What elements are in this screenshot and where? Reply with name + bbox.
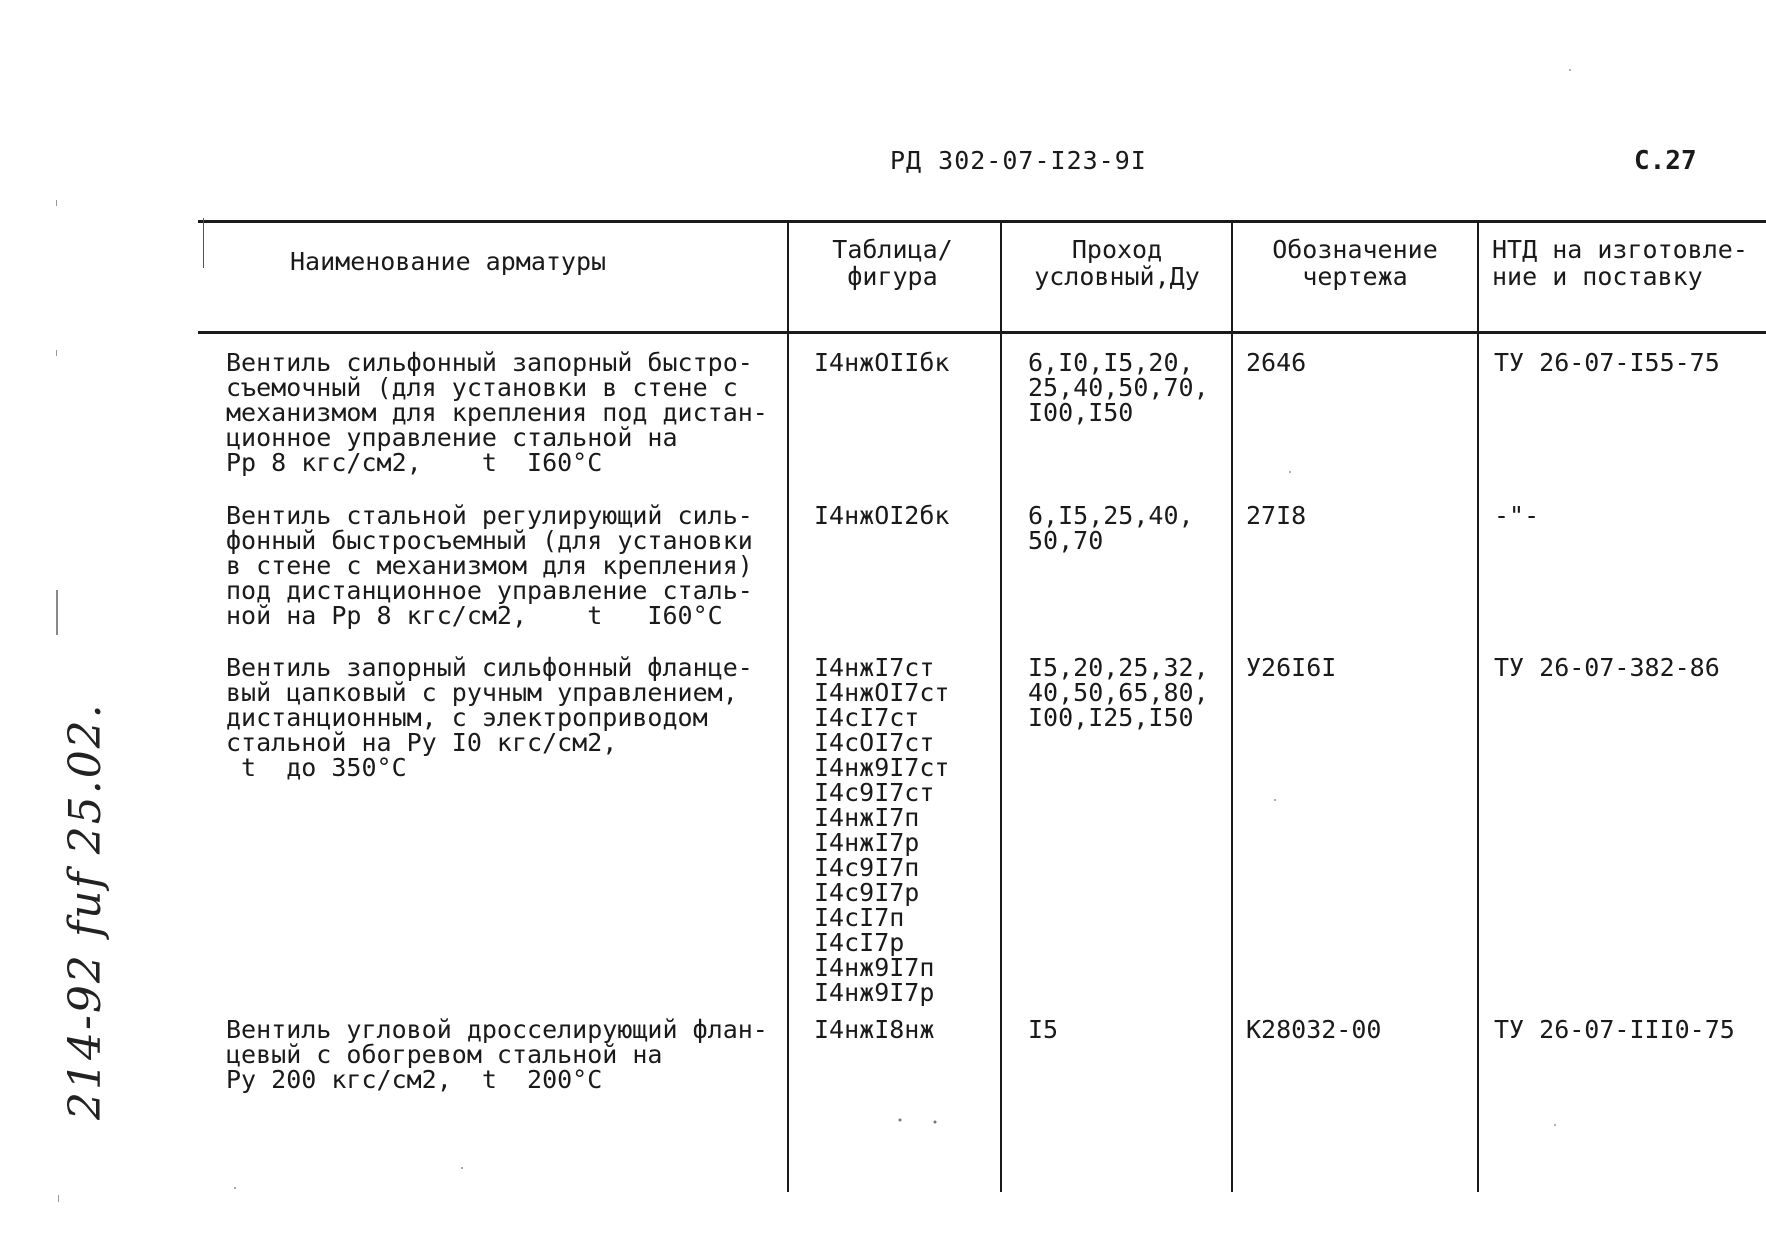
page-number: С.27 <box>1634 146 1697 176</box>
row2-drawing: 27I8 <box>1246 501 1307 530</box>
row3-name: Вентиль запорный сильфонный фланце- вый цапковый с ручным управлением, дистанционным, с электроприводом стальной на Ру I0 кгс/см2, t до 350°C <box>226 653 753 782</box>
header-ntd: НТД на изготовле- ние и поставку <box>1492 235 1748 291</box>
row4-ntd: ТУ 26-07-III0-75 <box>1494 1015 1735 1044</box>
row1-name: Вентиль сильфонный запорный быстро- съемочный (для установки в стене с механизмом для крепления под дистан- ционное управление стальной на Рр 8 кгс/см2, t I60°C <box>226 348 768 477</box>
row1-passage: 6,I0,I5,20, 25,40,50,70, I00,I50 <box>1028 348 1209 427</box>
row1-ntd: ТУ 26-07-I55-75 <box>1494 348 1720 377</box>
header-passage: Проход условный,Ду <box>1034 235 1200 291</box>
row4-name: Вентиль угловой дросселирующий флан- цевый с обогревом стальной на Ру 200 кгс/см2, t 200°C <box>226 1015 768 1094</box>
row1-drawing: 2646 <box>1246 348 1307 377</box>
row2-name: Вентиль стальной регулирующий силь- фонный быстросъемный (для установки в стене с механизмом для крепления) под дистанционное управление сталь- ной на Рр 8 кгс/см2, t I60°C <box>226 501 753 630</box>
row3-figure: I4нжI7ст I4нжOI7ст I4cI7ст I4cOI7ст I4нж9I7ст I4c9I7ст I4нжI7п I4нжI7р I4c9I7п I4c9I7р I4cI7п I4cI7р I4нж9I7п I4нж9I7р <box>814 653 950 1007</box>
header-drawing: Обозначение чертежа <box>1272 235 1438 291</box>
row3-passage: I5,20,25,32, 40,50,65,80, I00,I25,I50 <box>1028 653 1209 732</box>
row3-drawing: У26I6I <box>1246 653 1337 682</box>
row4-drawing: К28032-00 <box>1246 1015 1382 1044</box>
row4-figure: I4нжI8нж <box>814 1015 935 1044</box>
row3-ntd: ТУ 26-07-382-86 <box>1494 653 1720 682</box>
handwritten-margin-note: 214-92 fuf 25.02. <box>60 702 111 1120</box>
row2-passage: 6,I5,25,40, 50,70 <box>1028 501 1194 555</box>
row2-figure: I4нжOI2бк <box>814 501 950 530</box>
row2-ntd: -"- <box>1494 501 1540 530</box>
row4-passage: I5 <box>1028 1015 1059 1044</box>
header-figure: Таблица/ фигура <box>832 235 953 291</box>
row1-figure: I4нжOIIбк <box>814 348 950 377</box>
header-name: Наименование арматуры <box>290 247 607 276</box>
document-code: РД 302-07-I23-9I <box>890 146 1147 175</box>
